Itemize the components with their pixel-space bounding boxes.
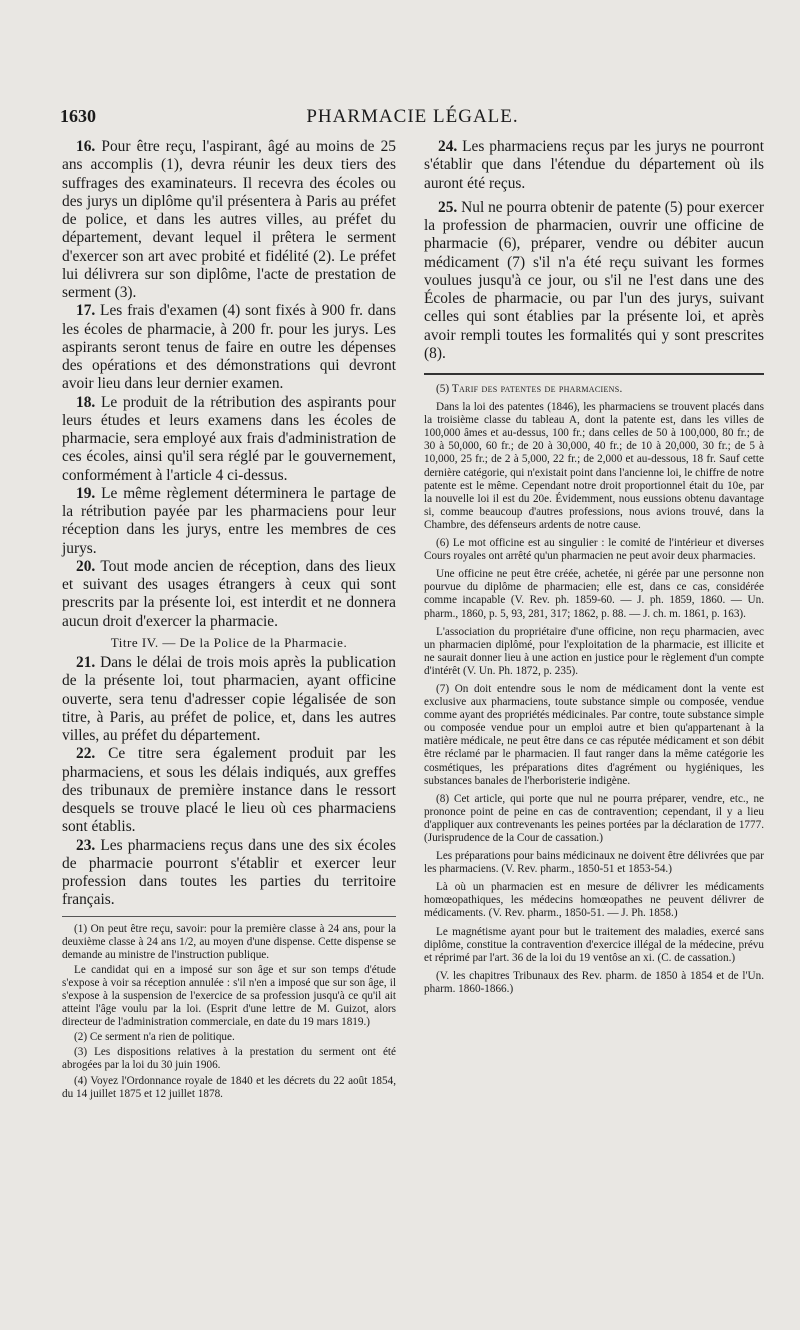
footnote: (2) Ce serment n'a rien de politique. xyxy=(74,1031,235,1044)
article-22: 22. Ce titre sera également produit par les pharmaciens, et sous les délais indiqués, aux greffes des tribunaux de première instance dans le ressort desquels se trouve placé le lieu où ces pharmaciens sont établis. xyxy=(62,745,396,836)
footnote-divider xyxy=(62,916,396,917)
note: Dans la loi des patentes (1846), les pharmaciens se trouvent placés dans la troisième classe du tableau A, dont la patente est, dans les villes de 100,000 âmes et au-dessus, 100 fr.; dans celles de 50 à 100,000, 80 fr.; de 30 à 50,000, 60 fr.; de 20 à 30,000, 40 fr.; de 10 à 20,000, 30 fr.; de 5 à 10,000, 25 fr.; de 2 à 5,000, 22 fr.; de 2,000 et au-dessous, 18 fr. Sauf cette dernière catégorie, qui n'existait point dans l'ancienne loi, le chiffre de notre patente est le même. Cependant notre droit proportionnel était du 10e, par la nouvelle loi il est du 20e. Évidemment, nous eussions obtenu davantage si, comme beaucoup d'autres professions, nous avions trouvé, dans la Chambre, des défenseurs ardents de notre cause. xyxy=(424,401,764,531)
page-number: 1630 xyxy=(60,106,96,126)
article-21: 21. Dans le délai de trois mois après la publication de la présente loi, tout pharmacien, ayant officine ouverte, sera tenu d'adresser copie légalisée de son titre, à Paris, au préfet de police, et, dans les autres villes, au préfet du département. xyxy=(62,654,396,744)
footnote: Le candidat qui en a imposé sur son âge et sur son temps d'étude s'expose à voir sa réception annulée : s'il n'en a imposé que sur son âge, il s'expose à la suspension de l'exercice de sa profession jusqu'à ce qu'il ait atteint l'âge voulu par la loi. (Esprit d'une lettre de M. Guizot, alors directeur de l'administration commerciale, en date du 19 mars 1819.) xyxy=(62,963,396,1029)
article-20: 20. Tout mode ancien de réception, dans des lieux et suivant des usages étrangers à ceux qui sont prescrits par la présente loi, est interdit et ne donnera aucun droit d'exercer la pharmacie. xyxy=(62,557,396,630)
article-25: 25. Nul ne pourra obtenir de patente (5) pour exercer la profession de pharmacien, ouvrir une officine de pharmacie (6), préparer, vendre ou débiter aucun médicament (7) s'il n'a été reçu suivant les formes voulues jusqu'à ce jour, ou s'il ne l'est dans une des Écoles de pharmacie, ou par l'un des jurys, suivant celles qui sont établies par la présente loi, et après avoir rempli toutes les formalités qui y sont prescrites (8). xyxy=(424,198,764,362)
note: (6) Le mot officine est au singulier : le comité de l'intérieur et diverses Cours royales ont arrêté qu'un pharmacien ne peut avoir deux pharmacies. xyxy=(424,537,764,563)
right-column xyxy=(424,138,764,1001)
footnote: (4) Voyez l'Ordonnance royale de 1840 et les décrets du 22 août 1854, du 14 juillet 1875 et 12 juillet 1878. xyxy=(62,1074,396,1100)
notes-divider xyxy=(424,373,764,375)
note: Le magnétisme ayant pour but le traitement des maladies, exercé sans diplôme, constitue la contravention d'exercice illégal de la médecine, prévu et réprimé par l'art. 36 de la loi du 19 ventôse an xi. (C. de cassation.) xyxy=(424,925,764,964)
note: (7) On doit entendre sous le nom de médicament dont la vente est exclusive aux pharmaciens, toute substance simple ou composée, vendue comme ayant des propriétés médicinales. Par contre, toute substance simple ou composée vendue pour un emploi autre et bien qu'appartenant à la matière médicale, ne peut être dans ce cas réputée médicament et son débit être réclamé par le pharmacien. Il faut ranger dans la même catégorie les cosmétiques, les préparations dites d'agrément ou hygiéniques, les substances banales de l'herboristerie indigène. xyxy=(424,682,764,787)
note: L'association du propriétaire d'une officine, non reçu pharmacien, avec un pharmacien diplômé, pour l'exploitation de la pharmacie, est illicite et ne saurait donner lieu à une action en justice pour le règlement d'un compte d'intérêt (V. Un. Ph. 1872, p. 235). xyxy=(424,625,764,677)
left-footnotes xyxy=(62,923,396,1101)
article-17: 17. Les frais d'examen (4) sont fixés à 900 fr. dans les écoles de pharmacie, à 200 fr. pour les jurys. Les aspirants seront tenus de faire en outre les dépenses des opérations et des démonstrations qui devront avoir lieu dans leur dernier examen. xyxy=(62,302,396,393)
right-articles xyxy=(424,138,764,363)
note: Les préparations pour bains médicinaux ne doivent être délivrées que par les pharmaciens. (V. Rev. pharm., 1850-51 et 1853-54.) xyxy=(424,850,764,876)
article-23: 23. Les pharmaciens reçus dans une des six écoles de pharmacie pourront s'établir et exercer leur profession dans toutes les parties du territoire français. xyxy=(62,836,396,909)
right-notes xyxy=(424,383,764,996)
note: Là où un pharmacien est en mesure de délivrer les médicaments homœopathiques, les médecins homœopathes ne peuvent délivrer de médicaments. (V. Rev. pharm., 1850-51. — J. Ph. 1858.) xyxy=(424,881,764,920)
note: Une officine ne peut être créée, achetée, ni gérée par une personne non pourvue du diplôme de pharmacien; elle est, dans ce cas, considérée comme incapable (V. Rev. ph. 1859-60. — J. ph. 1859, 1860. — Un. pharm., 1860, p. 5, 93, 281, 317; 1862, p. 88. — J. ch. m. 1861, p. 163). xyxy=(424,568,764,620)
note-5-heading: (5) Tarif des patentes de pharmaciens. xyxy=(436,383,623,395)
running-title: PHARMACIE LÉGALE. xyxy=(306,106,519,127)
article-19: 19. Le même règlement déterminera le partage de la rétribution payée par les pharmaciens pour leur réception dans les jurys, entre les membres de ces jurys. xyxy=(62,484,396,557)
article-16: 16. Pour être reçu, l'aspirant, âgé au moins de 25 ans accomplis (1), devra réunir les deux tiers des suffrages des examinateurs. Il recevra des écoles ou des jurys un diplôme qu'il présentera à Paris au préfet de police, et dans les autres villes, au préfet du département, devant lequel il prêtera le serment d'exercer son art avec probité et fidélité (2). Le préfet lui délivrera sur son diplôme, l'acte de prestation de serment (3). xyxy=(62,138,396,301)
note: (V. les chapitres Tribunaux des Rev. pharm. de 1850 à 1854 et de l'Un. pharm. 1860-1866.) xyxy=(424,969,764,995)
left-column xyxy=(62,138,396,1103)
footnote: (3) Les dispositions relatives à la prestation du serment ont été abrogées par la loi du 30 juin 1906. xyxy=(62,1046,396,1072)
article-24: 24. Les pharmaciens reçus par les jurys ne pourront s'établir que dans l'étendue du département où ils auront été reçus. xyxy=(424,138,764,192)
section-title: Titre IV. — De la Police de la Pharmacie. xyxy=(110,634,348,650)
article-18: 18. Le produit de la rétribution des aspirants pour leurs études et leurs examens dans les écoles de pharmacie, sera employé aux frais d'administration de ces écoles, ainsi qu'il sera réglé par le gouvernement, conformément à l'article 4 ci-dessus. xyxy=(62,393,396,484)
footnote: (1) On peut être reçu, savoir: pour la première classe à 24 ans, pour la deuxième classe à 24 ans 1/2, au moyen d'une dispense. Cette dispense se demande au ministre de l'instruction publique. xyxy=(62,922,396,961)
page-header xyxy=(60,106,765,132)
note: (8) Cet article, qui porte que nul ne pourra préparer, vendre, etc., ne prononce point de peine en cas de contravention; cependant, il y a lieu d'appliquer aux contrevenants les peines portées par la déclaration de 1777. (Jurisprudence de la Cour de cassation.) xyxy=(424,792,765,844)
